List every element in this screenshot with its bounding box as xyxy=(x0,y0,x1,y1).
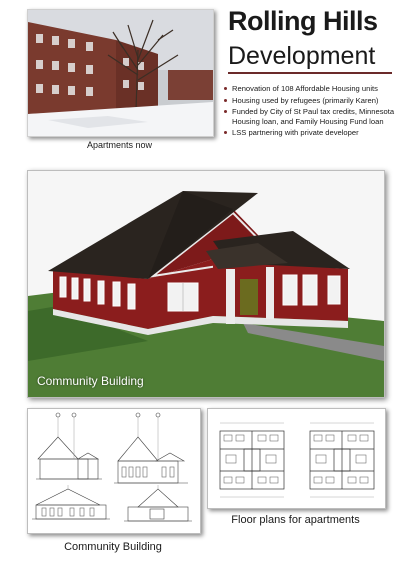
bullet-item: Funded by City of St Paul tax credits, Minnesota Housing loan, and Family Housing Fund loan xyxy=(224,107,410,126)
bullet-item: LSS partnering with private developer xyxy=(224,128,410,137)
project-bullet-list xyxy=(224,84,410,140)
title-divider xyxy=(228,72,392,74)
elevations-caption: Community Building xyxy=(64,541,162,553)
bullet-item: Housing used by refugees (primarily Karen) xyxy=(224,96,410,105)
page-title-line2: Development xyxy=(228,42,376,70)
elevation-drawings xyxy=(27,408,201,534)
floorplans-caption: Floor plans for apartments xyxy=(231,514,360,526)
apartments-photo-image xyxy=(28,10,213,136)
apartments-photo xyxy=(27,9,214,137)
floor-plans xyxy=(207,408,386,509)
photo-caption: Apartments now xyxy=(86,140,153,150)
elevation-drawings-image xyxy=(28,409,200,533)
bullet-item: Renovation of 108 Affordable Housing units xyxy=(224,84,410,93)
community-building-rendering-image xyxy=(28,171,384,397)
floor-plans-image xyxy=(208,409,385,508)
community-building-rendering xyxy=(27,170,385,398)
rendering-caption: Community Building xyxy=(37,374,144,388)
page-title-line1: Rolling Hills xyxy=(228,6,378,36)
